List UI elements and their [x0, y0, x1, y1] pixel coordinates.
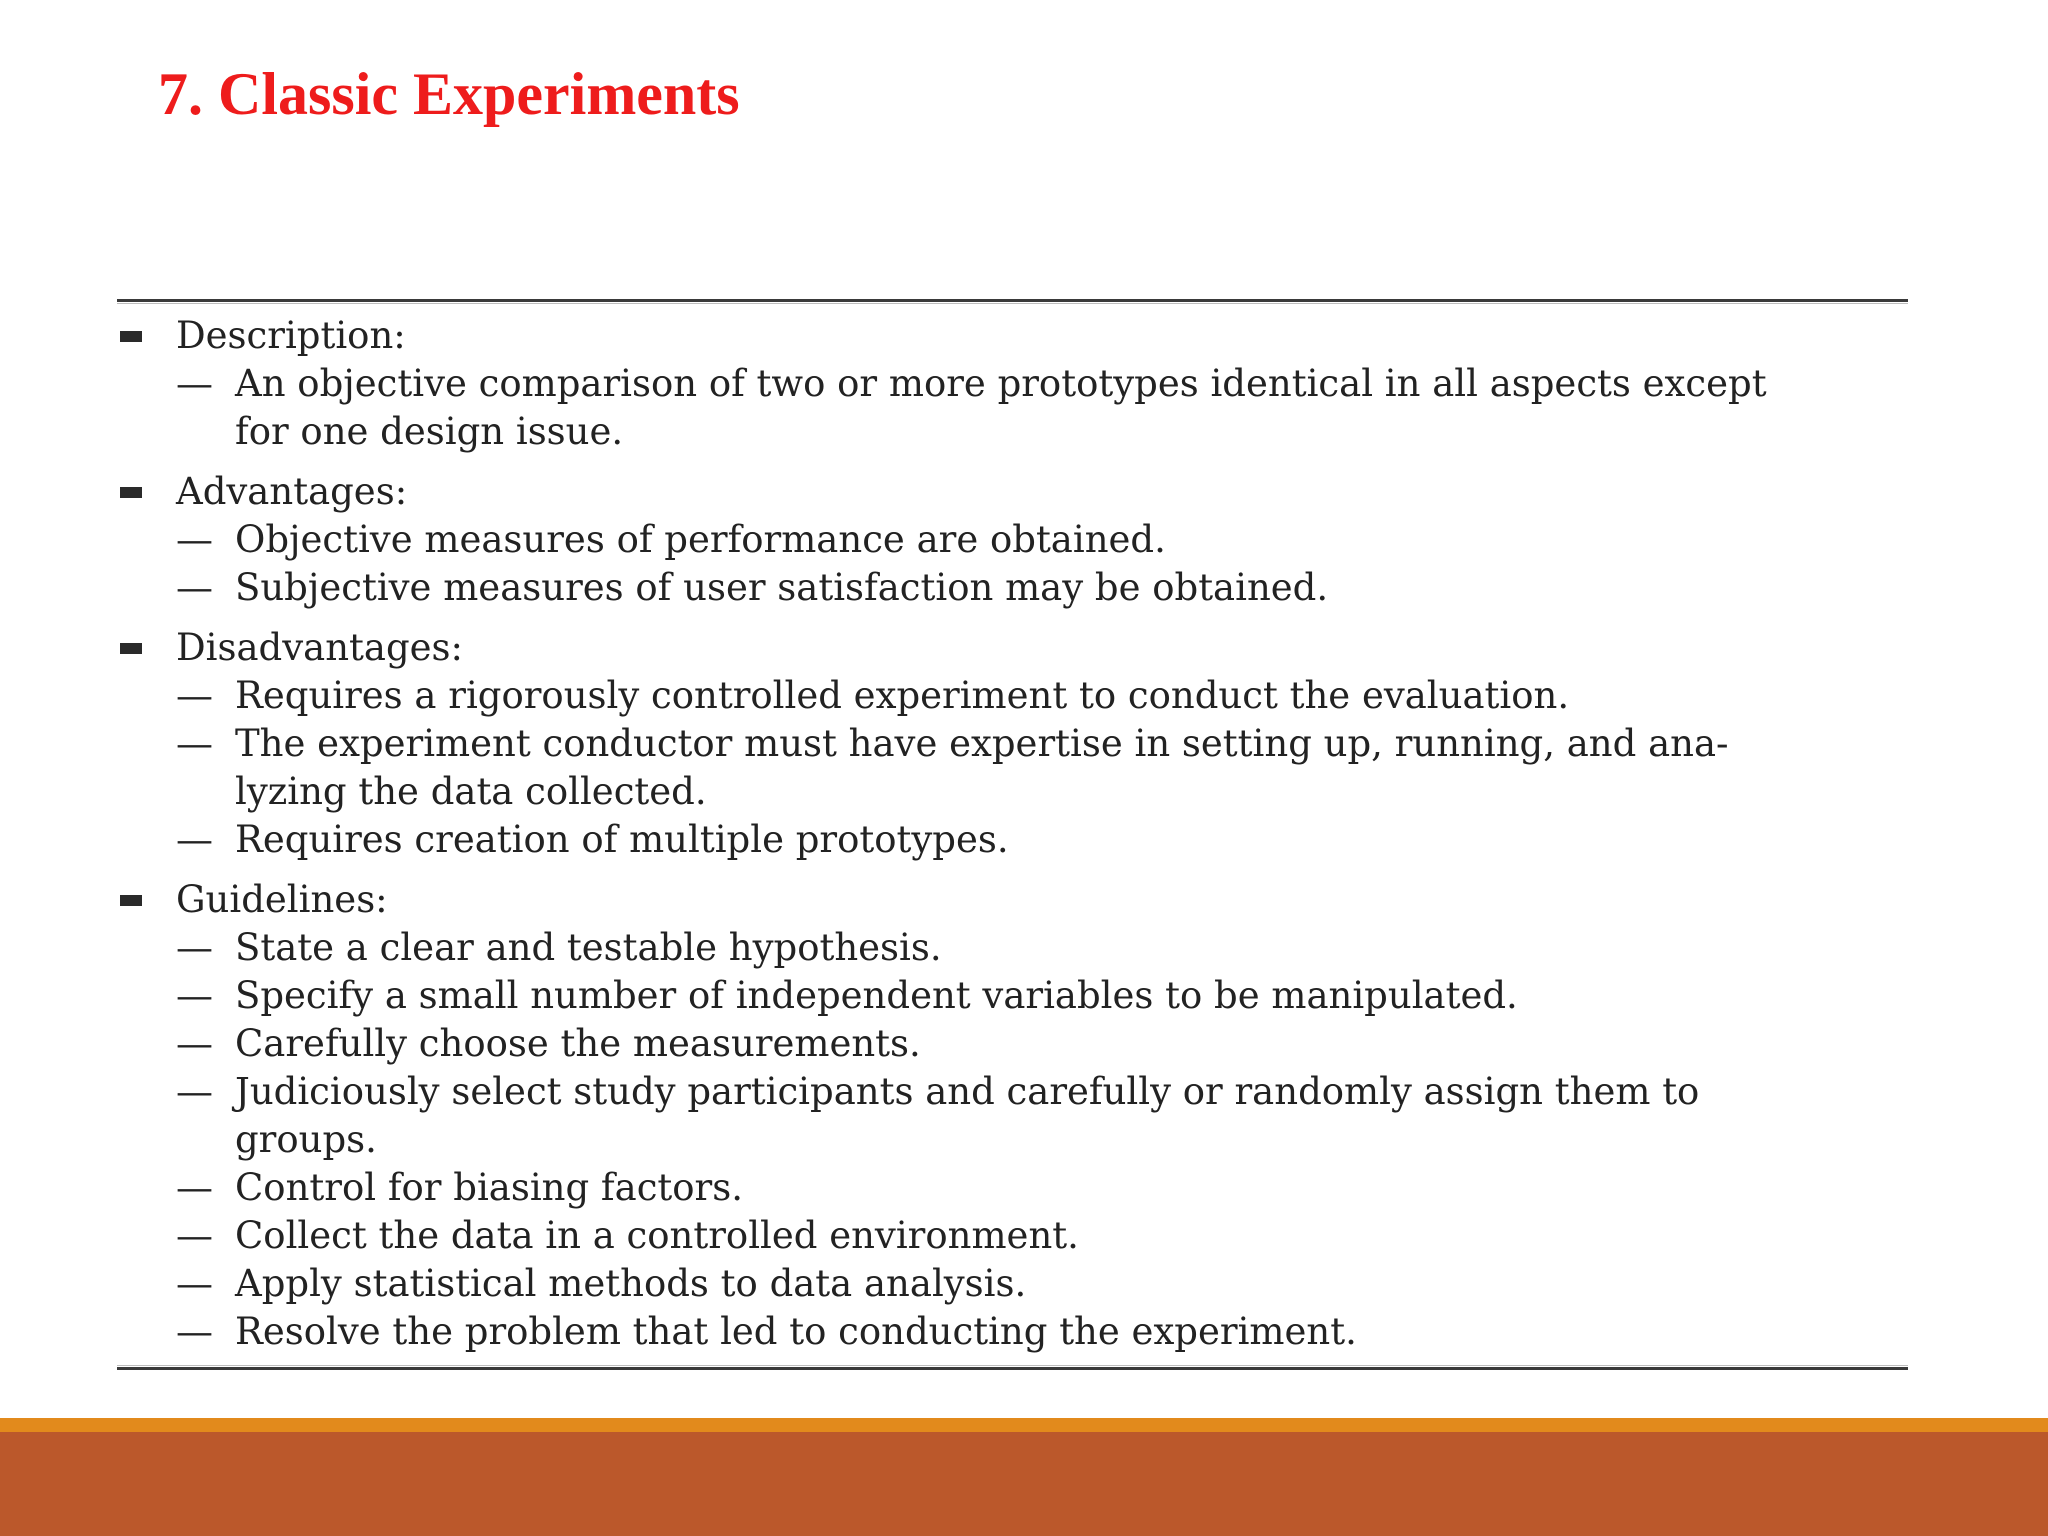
square-bullet-icon — [120, 895, 142, 906]
dash-bullet-icon: — — [176, 1262, 213, 1305]
dash-bullet-icon: — — [176, 674, 213, 717]
section-list — [117, 312, 1908, 1368]
section — [117, 312, 1908, 456]
list-item-text: lyzing the data collected. — [235, 770, 707, 813]
section-heading-text: Guidelines: — [176, 878, 388, 921]
section-heading-text: Disadvantages: — [176, 626, 463, 669]
list-item-text: Control for biasing factors. — [235, 1166, 743, 1209]
list-item — [117, 1260, 1908, 1308]
list-item — [117, 972, 1908, 1020]
dash-bullet-icon: — — [176, 1310, 213, 1353]
list-item-text: State a clear and testable hypothesis. — [235, 926, 942, 969]
section-heading — [117, 624, 1908, 672]
section-heading-text: Description: — [176, 314, 406, 357]
list-item-text: Specify a small number of independent variables to be manipulated. — [235, 974, 1518, 1017]
list-item — [117, 816, 1908, 864]
list-item-text: Requires creation of multiple prototypes. — [235, 818, 1009, 861]
section — [117, 876, 1908, 1356]
list-item — [117, 360, 1908, 456]
square-bullet-icon — [120, 643, 142, 654]
list-item-text: Objective measures of performance are obtained. — [235, 518, 1166, 561]
list-item-text: The experiment conductor must have expertise in setting up, running, and ana- — [235, 722, 1729, 765]
list-item — [117, 1308, 1908, 1356]
dash-bullet-icon: — — [176, 1166, 213, 1209]
dash-bullet-icon: — — [176, 1214, 213, 1257]
list-item — [117, 924, 1908, 972]
list-item — [117, 1164, 1908, 1212]
list-item — [117, 564, 1908, 612]
slide-title: 7. Classic Experiments — [158, 61, 740, 127]
list-item — [117, 1212, 1908, 1260]
list-item-text: An objective comparison of two or more prototypes identical in all aspects except — [235, 362, 1767, 405]
section-heading-text: Advantages: — [176, 470, 408, 513]
list-item-text: Requires a rigorously controlled experiment to conduct the evaluation. — [235, 674, 1570, 717]
dash-bullet-icon: — — [176, 1070, 213, 1113]
dash-bullet-icon: — — [176, 518, 213, 561]
dash-bullet-icon: — — [176, 818, 213, 861]
section — [117, 468, 1908, 612]
section-heading — [117, 876, 1908, 924]
list-item-text: Resolve the problem that led to conducting the experiment. — [235, 1310, 1357, 1353]
content-box — [117, 299, 1908, 1370]
dash-bullet-icon: — — [176, 926, 213, 969]
list-item — [117, 1068, 1908, 1164]
dash-bullet-icon: — — [176, 566, 213, 609]
dash-bullet-icon: — — [176, 974, 213, 1017]
list-item-text: Apply statistical methods to data analysis. — [235, 1262, 1027, 1305]
list-item-text: Carefully choose the measurements. — [235, 1022, 921, 1065]
dash-bullet-icon: — — [176, 722, 213, 765]
section-heading — [117, 312, 1908, 360]
list-item — [117, 1020, 1908, 1068]
section-heading — [117, 468, 1908, 516]
dash-bullet-icon: — — [176, 362, 213, 405]
dash-bullet-icon: — — [176, 1022, 213, 1065]
list-item — [117, 672, 1908, 720]
list-item-text: for one design issue. — [235, 410, 624, 453]
footer-stripe — [0, 1418, 2048, 1432]
list-item — [117, 720, 1908, 816]
list-item-text: Collect the data in a controlled environment. — [235, 1214, 1079, 1257]
list-item — [117, 516, 1908, 564]
section — [117, 624, 1908, 864]
square-bullet-icon — [120, 487, 142, 498]
list-item-text: Judiciously select study participants and carefully or randomly assign them to — [235, 1070, 1700, 1113]
footer-band — [0, 1432, 2048, 1536]
list-item-text: Subjective measures of user satisfaction may be obtained. — [235, 566, 1329, 609]
list-item-text: groups. — [235, 1118, 377, 1161]
square-bullet-icon — [120, 331, 142, 342]
